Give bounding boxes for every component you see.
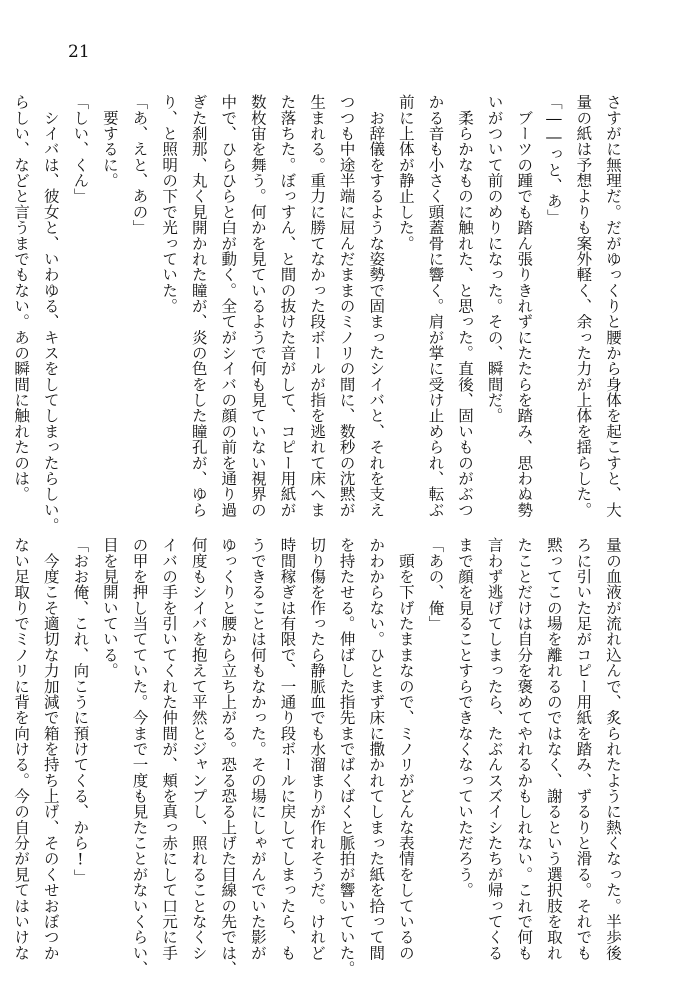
text-line: 何度もシイバを抱えて平然とジャンプし、照れることなくシ	[189, 537, 208, 961]
text-line: 生まれる。重力に勝てなかった段ボールが指を逃れて床へま	[308, 94, 327, 518]
text-line	[0, 94, 6, 499]
text-line: 今度こそ適切な力加減で箱を持ち上げ、そのくせおぼつか	[41, 537, 60, 961]
text-line: 柔らかなものに触れた、と思った。直後、固いものがぶつ	[456, 94, 475, 518]
text-line: り、と照明の下で光っていた。	[160, 94, 179, 314]
text-line	[0, 537, 6, 947]
text-line: ない足取りでミノリに背を向ける。今の自分が見てはいけな	[12, 537, 31, 961]
text-line: さすがに無理だ。だがゆっくりと腰から身体を起こすと、大	[604, 94, 622, 518]
text-line: らしい、などと言うまでもない。あの瞬間に触れたのは。	[12, 94, 31, 502]
text-line: 中で、ひらひらと白が動く。全てがシイバの顔の前を通り過	[219, 94, 238, 518]
text-line: まで顔を見ることすらできなくなっていただろう。	[456, 537, 475, 898]
text-line: 言わず逃げてしまったら、たぶんスズイシたちが帰ってくる	[485, 537, 504, 961]
text-line: 「あの、俺」	[426, 537, 445, 632]
text-line: ブーツの踵でも踏ん張りきれずにたたらを踏み、思わぬ勢	[515, 94, 534, 518]
text-line: ゆっくりと腰から立ち上がる。恐る恐る上げた目線の先では、	[219, 537, 238, 977]
text-line: の甲を押し当てていた。今まで一度も見たことがないくらい、	[130, 537, 149, 977]
text-line: シイバは、彼女と、いわゆる、キスをしてしまったらしい。	[41, 94, 60, 534]
text-line: 要するに。	[100, 94, 119, 189]
text-line: 切り傷を作ったら静脈血でも水溜まりが作れそうだ。けれど	[308, 537, 327, 961]
text-line: 時間稼ぎは有限で、一通り段ボールに戻してしまったら、も	[278, 537, 297, 961]
text-line: を持たせる。伸ばした指先までばくばくと脈拍が響いていた。	[337, 537, 356, 977]
upper-text-block	[12, 94, 627, 534]
text-line: 「しい、くん」	[71, 94, 90, 204]
text-line: たことだけは自分を褒めてやれるかもしれない。これで何も	[515, 537, 534, 961]
text-line: お辞儀をするような姿勢で固まったシイバと、それを支え	[367, 94, 386, 518]
text-line: 「――っと、あ」	[544, 94, 563, 225]
text-line: 頭を下げたままなので、ミノリがどんな表情をしているの	[396, 537, 415, 961]
page-number: 21	[68, 42, 90, 62]
text-line: いがついて前のめりになった。その、瞬間だ。	[485, 94, 504, 424]
lower-text-block	[12, 537, 627, 977]
text-line: 数枚宙を舞う。何かを見ているようで何も見ていない視界の	[248, 94, 267, 518]
text-line: うできることは何もなかった。その場にしゃがんでいた影が	[248, 537, 267, 961]
text-line: 「おお俺、これ、向こうに預けてくる、から!」	[71, 537, 90, 885]
text-line: ぎた刹那、丸く見開かれた瞳が、炎の色をした瞳孔が、ゆら	[189, 94, 208, 518]
text-line: 黙ってこの場を離れるのではなく、謝るという選択肢を取れ	[544, 537, 563, 961]
text-line: 量の血液が流れ込んで、炙られたように熱くなった。半歩後	[604, 537, 622, 961]
text-line: た落ちた。ぼっすん、と間の抜けた音がして、コピー用紙が	[278, 94, 297, 518]
text-line: 量の紙は予想よりも案外軽く、余った力が上体を揺らした。	[574, 94, 593, 518]
text-line: 「あ、えと、あの」	[130, 94, 149, 236]
text-line: かる音も小さく頭蓋骨に響く。肩が掌に受け止められ、転ぶ	[426, 94, 445, 518]
text-line: かわからない。ひとまず床に撒かれてしまった紙を拾って間	[367, 537, 386, 961]
text-line: 目を見開いている。	[100, 537, 119, 679]
text-line: イバの手を引いてくれた仲間が、頬を真っ赤にして口元に手	[160, 537, 179, 961]
text-line: ろに引いた足がコピー用紙を踏み、ずるりと滑る。それでも	[574, 537, 593, 961]
text-line: つつも中途半端に屈んだままのミノリの間に、数秒の沈黙が	[337, 94, 356, 518]
text-line: 前に上体が静止した。	[396, 94, 415, 251]
